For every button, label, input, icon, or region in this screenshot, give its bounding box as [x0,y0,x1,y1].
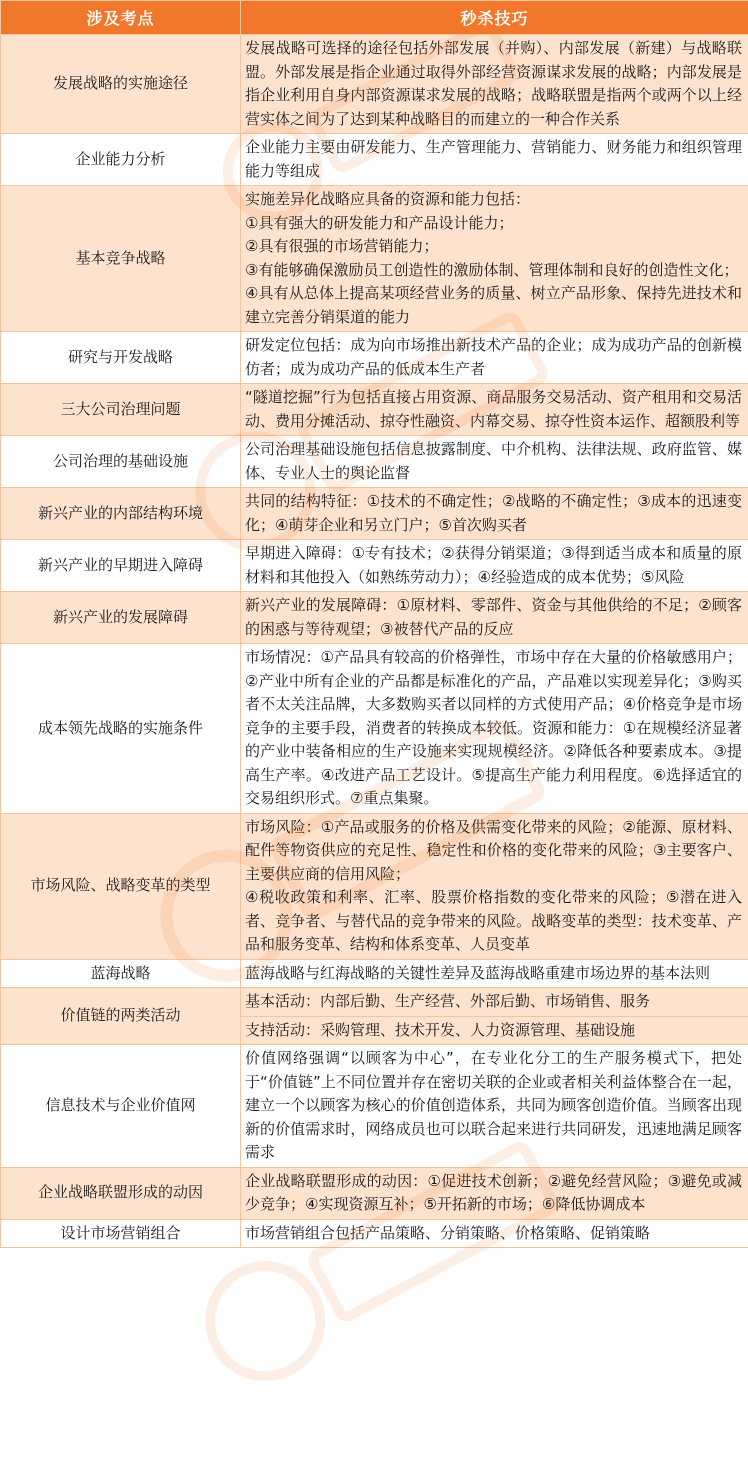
tip-cell [241,384,748,436]
tip-line: 市场风险：①产品或服务的价格及供需变化带来的风险；②能源、原材料、配件等物资供应的充足性、稳定性和价格的变化带来的风险；③主要客户、主要供应商的信用风险； [245,817,742,883]
topic-cell: 市场风险、战略变革的类型 [1,813,241,959]
topic-cell: 基本竞争战略 [1,186,241,332]
tip-cell [241,592,748,644]
topic-cell: 三大公司治理问题 [1,384,241,436]
tip-cell [241,1016,748,1045]
tip-line: 企业战略联盟形成的动因：①促进技术创新；②避免经营风险；③避免或减少竞争；④实现资源互补；⑤开拓新的市场；⑥降低协调成本 [245,1171,742,1213]
tip-line: ②具有很强的市场营销能力； [245,237,439,255]
tip-line: 研发定位包括：成为向市场推出新技术产品的企业；成为成功产品的创新模仿者；成为成功产品的低成本生产者 [245,336,742,378]
tip-cell [241,488,748,540]
topic-cell: 企业能力分析 [1,134,241,186]
header-tips: 秒杀技巧 [241,1,748,35]
table-row [1,644,748,814]
topic-cell: 新兴产业的早期进入障碍 [1,540,241,592]
tip-line: 企业能力主要由研发能力、生产管理能力、营销能力、财务能力和组织管理能力等组成 [245,138,742,180]
tip-line: ④税收政策和利率、汇率、股票价格指数的变化带来的风险；⑤潜在进入者、竞争者、与替代品的竞争带来的风险。战略变革的类型：技术变革、产品和服务变革、结构和体系变革、人员变革 [245,888,742,953]
topic-cell: 发展战略的实施途径 [1,35,241,134]
table-row [1,332,748,384]
tip-line: “隧道挖掘”行为包括直接占用资源、商品服务交易活动、资产租用和交易活动、费用分摊活动、掠夺性融资、内幕交易、掠夺性资本运作、超额股利等 [245,388,742,430]
table-row [1,1167,748,1219]
tip-line: 早期进入障碍：①专有技术；②获得分销渠道；③得到适当成本和质量的原材料和其他投入（如熟练劳动力）；④经验造成的成本优势；⑤风险 [245,544,742,586]
tip-cell [241,540,748,592]
tip-cell [241,1219,748,1248]
topic-cell: 信息技术与企业价值网 [1,1045,241,1168]
header-topic: 涉及考点 [1,1,241,35]
tip-line: 新兴产业的发展障碍：①原材料、零部件、资金与其他供给的不足；②顾客的困惑与等待观望；③被替代产品的反应 [245,596,742,638]
tip-cell [241,1167,748,1219]
table-row [1,592,748,644]
tip-line: 公司治理基础设施包括信息披露制度、中介机构、法律法规、政府监管、媒体、专业人士的舆论监督 [245,440,742,482]
tip-line: ③有能够确保激励员工创造性的激励体制、管理体制和良好的创造性文化； [245,260,739,279]
topic-cell: 价值链的两类活动 [1,988,241,1045]
tip-cell [241,332,748,384]
topic-cell: 成本领先战略的实施条件 [1,644,241,814]
topic-cell: 蓝海战略 [1,959,241,988]
tip-cell [241,1045,748,1168]
tip-line: 市场营销组合包括产品策略、分销策略、价格策略、促销策略 [245,1223,651,1242]
tip-line: 蓝海战略与红海战略的关键性差异及蓝海战略重建市场边界的基本法则 [245,963,711,982]
topic-cell: 新兴产业的内部结构环境 [1,488,241,540]
table-row [1,186,748,332]
tip-cell [241,813,748,959]
topic-cell: 设计市场营销组合 [1,1219,241,1248]
header-row [1,1,748,35]
tip-cell [241,988,748,1017]
tip-cell [241,35,748,134]
table-row [1,436,748,488]
tip-line: 支持活动：采购管理、技术开发、人力资源管理、基础设施 [245,1020,636,1039]
tip-cell [241,186,748,332]
table-row [1,988,748,1017]
table-row [1,134,748,186]
tip-line: 价值网络强调“以顾客为中心”，在专业化分工的生产服务模式下，把处于“价值链”上不同位置并存在密切关联的企业或者相关利益体整合在一起，建立一个以顾客为核心的价值创造体系，共同为顾客创造价值。当顾客出现新的价值需求时，网络成员也可以联合起来进行共同研发，迅速地满足顾客需求 [245,1049,742,1161]
topic-cell: 研究与开发战略 [1,332,241,384]
tip-line: 基本活动：内部后勤、生产经营、外部后勤、市场销售、服务 [245,992,651,1010]
table-body [1,35,748,1248]
tip-line: 发展战略可选择的途径包括外部发展（并购）、内部发展（新建）与战略联盟。外部发展是指企业通过取得外部经营资源谋求发展的战略；内部发展是指企业利用自身内部资源谋求发展的战略；战略联盟是指两个或两个以上经营实体之间为了达到某种战略目的而建立的一种合作关系 [245,39,742,128]
topic-cell: 企业战略联盟形成的动因 [1,1167,241,1219]
topic-cell: 公司治理的基础设施 [1,436,241,488]
table-row [1,488,748,540]
table-row [1,959,748,988]
table-row [1,1045,748,1168]
tip-cell [241,134,748,186]
tip-cell [241,436,748,488]
tip-cell [241,959,748,988]
table-row [1,35,748,134]
table-row [1,813,748,959]
tip-line: 实施差异化战略应具备的资源和能力包括： [245,190,531,208]
tip-line: 市场情况：①产品具有较高的价格弹性，市场中存在大量的价格敏感用户；②产业中所有企业的产品都是标准化的产品，产品难以实现差异化；③购买者不太关注品牌，大多数购买者以同样的方式使用产品；④价格竞争是市场竞争的主要手段，消费者的转换成本较低。资源和能力：①在规模经济显著的产业中装备相应的生产设施来实现规模经济。②降低各种要素成本。③提高生产率。④改进产品工艺设计。⑤提高生产能力利用程度。⑥选择适宜的交易组织形式。⑦重点集聚。 [245,648,742,807]
tip-line: 共同的结构特征：①技术的不确定性；②战略的不确定性；③成本的迅速变化；④萌芽企业和另立门户；⑤首次购买者 [245,492,742,534]
tip-line: ④具有从总体上提高某项经营业务的质量、树立产品形象、保持先进技术和建立完善分销渠道的能力 [245,284,742,326]
table-row [1,384,748,436]
tip-cell [241,644,748,814]
topic-cell: 新兴产业的发展障碍 [1,592,241,644]
table-row [1,1219,748,1248]
tip-line: ①具有强大的研发能力和产品设计能力； [245,213,514,232]
table-row [1,540,748,592]
